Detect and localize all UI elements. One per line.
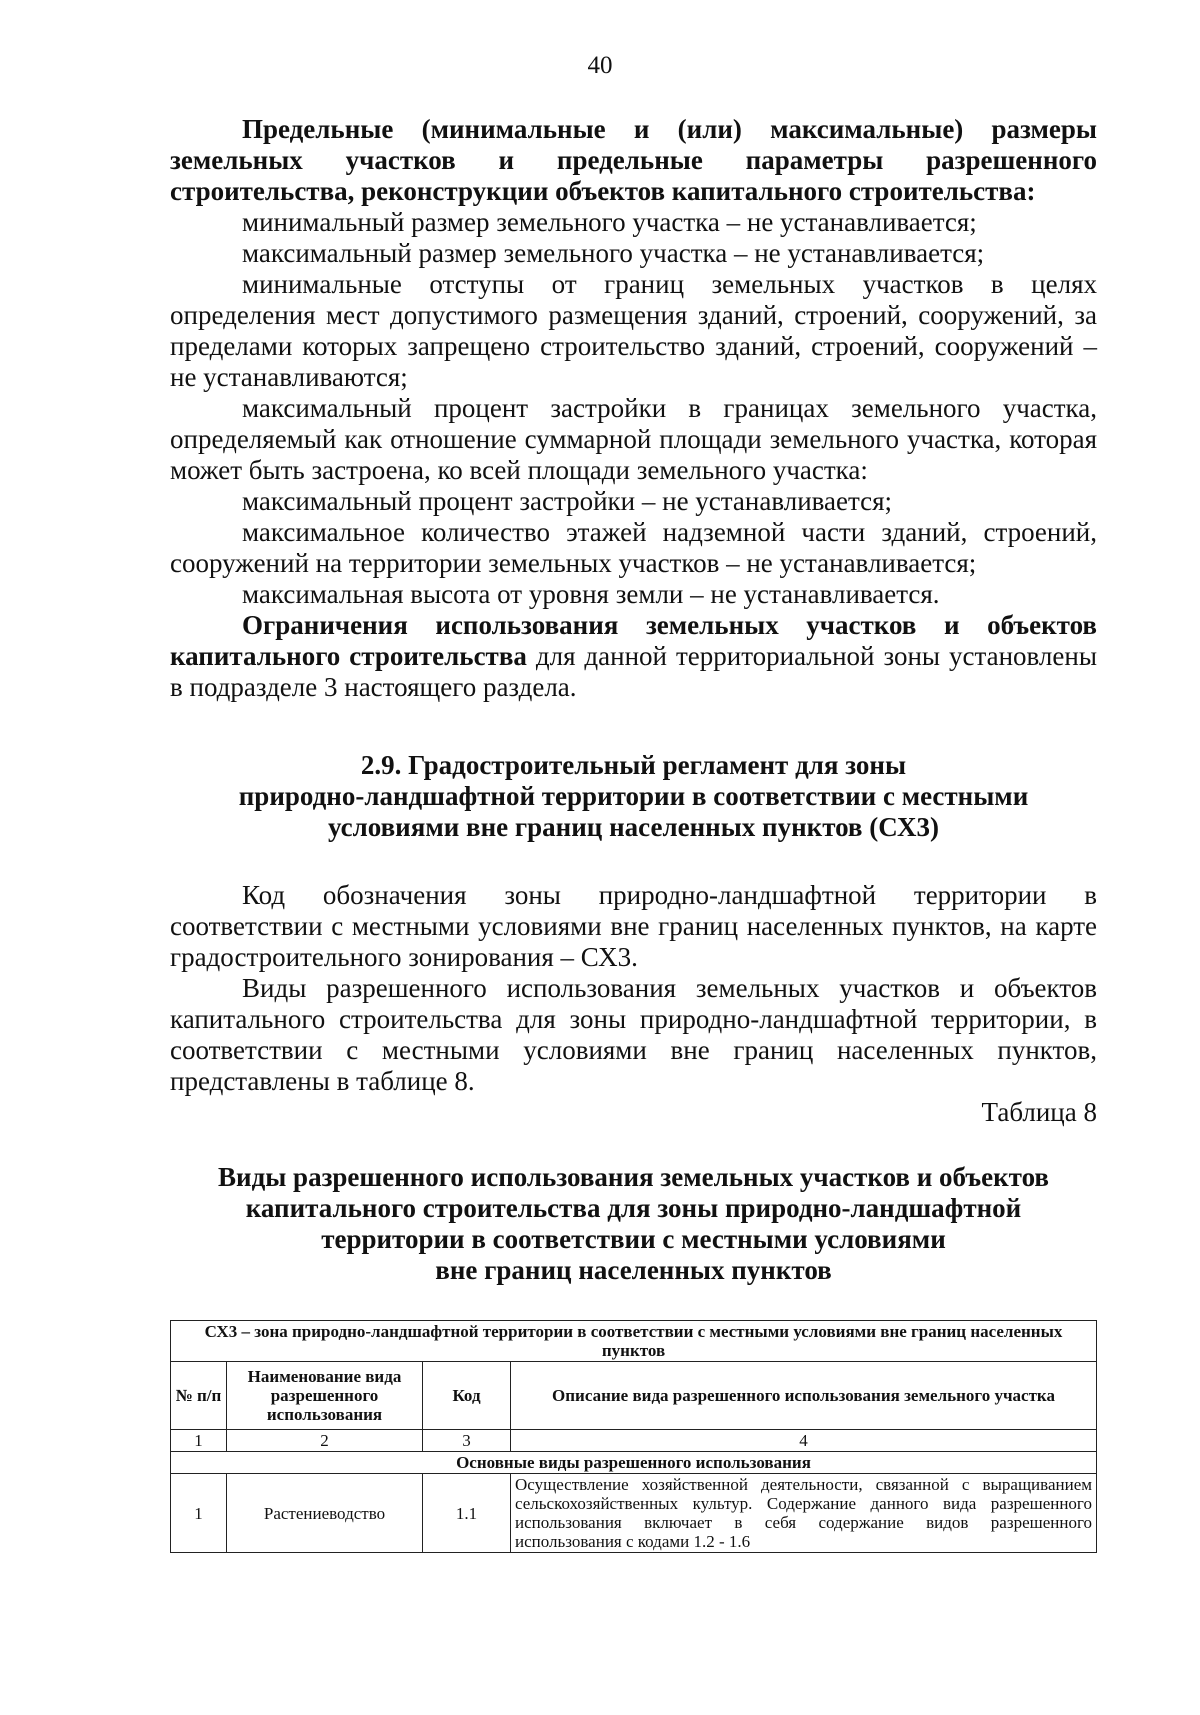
section-heading-line: 2.9. Градостроительный регламент для зоны xyxy=(360,750,907,780)
header-description: Описание вида разрешенного использования земельного участка xyxy=(511,1362,1097,1430)
table-zone-title: СХ3 – зона природно-ландшафтной территории в соответствии с местными условиями вне границ населенных пунктов xyxy=(171,1321,1097,1362)
parameter-item: минимальный размер земельного участка – не устанавливается; xyxy=(242,207,977,237)
parameter-item: максимальная высота от уровня земли – не устанавливается. xyxy=(242,579,940,609)
usage-types-table xyxy=(170,1320,1097,1553)
parameter-item: максимальное количество этажей надземной части зданий, строений, сооружений на территории земельных участков – не устанавливается; xyxy=(170,517,1097,578)
table-title xyxy=(170,1162,1097,1286)
section-heading xyxy=(170,750,1097,843)
row-number: 1 xyxy=(171,1474,227,1553)
section-parameters xyxy=(170,114,1097,703)
table-title-line: территории в соответствии с местными условиями xyxy=(321,1224,946,1254)
restrictions-rest: для данной территориальной зоны установлены в подразделе 3 настоящего раздела. xyxy=(170,641,1097,702)
header-code: Код xyxy=(423,1362,511,1430)
usage-types-paragraph: Виды разрешенного использования земельных участков и объектов капитального строительства для зоны природно-ландшафтной территории, в соответствии с местными условиями вне границ населенных пунктов, представлены в таблице 8. xyxy=(170,973,1097,1096)
parameters-title: Предельные (минимальные и (или) максимальные) размеры земельных участков и предельные параметры разрешенного строительства, реконструкции объектов капитального строительства: xyxy=(170,114,1097,206)
row-code: 1.1 xyxy=(423,1474,511,1553)
table-row xyxy=(171,1474,1097,1553)
header-name: Наименование вида разрешенного использования xyxy=(227,1362,423,1430)
column-number: 2 xyxy=(227,1430,423,1452)
table-group-label: Основные виды разрешенного использования xyxy=(171,1452,1097,1474)
parameter-item: максимальный процент застройки в границах земельного участка, определяемый как отношение суммарной площади земельного участка, которая может быть застроена, ко всей площади земельного участка: xyxy=(170,393,1097,485)
table-label: Таблица 8 xyxy=(981,1097,1097,1127)
column-number: 4 xyxy=(511,1430,1097,1452)
header-number: № п/п xyxy=(171,1362,227,1430)
row-description: Осуществление хозяйственной деятельности, связанной с выращиванием сельскохозяйственных культур. Содержание данного вида разрешенного использования включает в себя содержание видов разрешенного использования с кодами 1.2 - 1.6 xyxy=(511,1474,1097,1553)
parameter-item: минимальные отступы от границ земельных участков в целях определения мест допустимого размещения зданий, строений, сооружений, за пределами которых запрещено строительство зданий, строений, сооружений – не устанавливаются; xyxy=(170,269,1097,392)
section-heading-line: условиями вне границ населенных пунктов (СХ3) xyxy=(327,812,940,842)
table-title-line: вне границ населенных пунктов xyxy=(435,1255,832,1285)
table-title-line: Виды разрешенного использования земельных участков и объектов xyxy=(218,1162,1049,1192)
column-number: 3 xyxy=(423,1430,511,1452)
zone-code-paragraph: Код обозначения зоны природно-ландшафтной территории в соответствии с местными условиями вне границ населенных пунктов, на карте градостроительного зонирования – СХ3. xyxy=(170,880,1097,972)
row-name: Растениеводство xyxy=(227,1474,423,1553)
restrictions-bold: Ограничения использования земельных участков и объектов капитального строительства xyxy=(170,610,1097,671)
section-heading-line: природно-ландшафтной территории в соответствии с местными xyxy=(238,781,1029,811)
column-number: 1 xyxy=(171,1430,227,1452)
section-body xyxy=(170,880,1097,1128)
parameter-item: максимальный размер земельного участка – не устанавливается; xyxy=(242,238,985,268)
table-title-line: капитального строительства для зоны природно-ландшафтной xyxy=(245,1193,1022,1223)
restrictions-paragraph xyxy=(170,610,1097,703)
parameter-item: максимальный процент застройки – не устанавливается; xyxy=(242,486,893,516)
page-number: 40 xyxy=(587,52,613,79)
